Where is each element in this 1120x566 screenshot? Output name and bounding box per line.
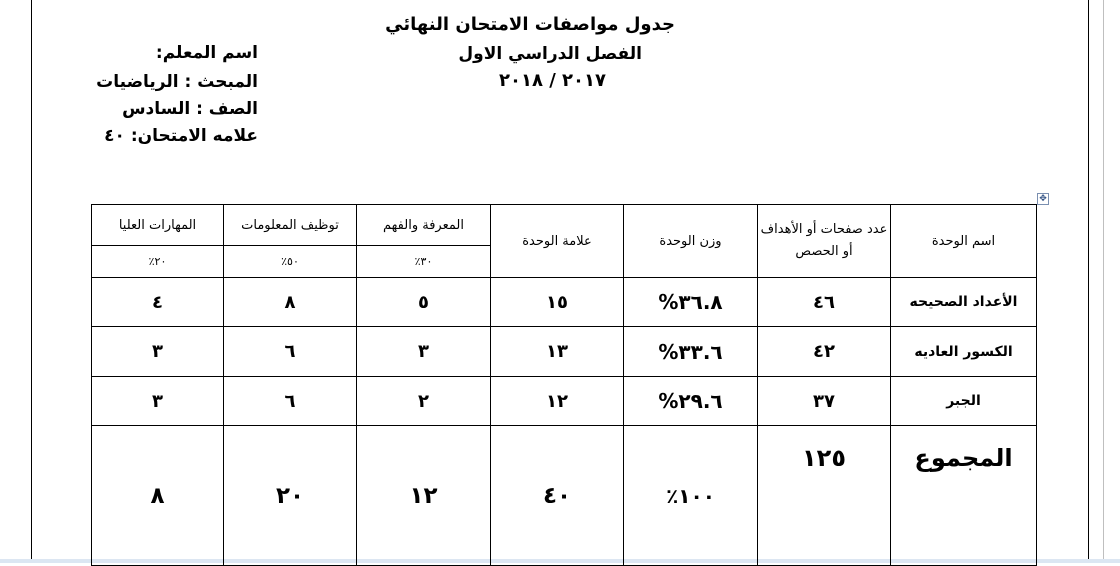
total-knowledge-cell: ١٢: [357, 426, 491, 566]
specification-table: [91, 204, 1037, 566]
header-application: توظيف المعلومات: [224, 205, 357, 246]
table-header-row: [92, 205, 1037, 246]
document-edge-line: [1103, 0, 1104, 563]
header-unit-weight: وزن الوحدة: [624, 205, 758, 278]
weight-cell: ٣٣.٦%: [624, 327, 758, 377]
unit-name-cell: الكسور العاديه: [891, 327, 1037, 377]
higher-cell: ٤: [92, 278, 224, 327]
semester-label: الفصل الدراسي الاول: [458, 44, 642, 64]
table-row: [92, 327, 1037, 377]
percent-application: ٥٠٪: [224, 246, 357, 278]
exam-mark-label: علامه الامتحان: ٤٠: [104, 126, 258, 146]
knowledge-cell: ٣: [357, 327, 491, 377]
knowledge-cell: ٥: [357, 278, 491, 327]
page-border-right: [1088, 0, 1089, 563]
teacher-name-label: اسم المعلم:: [155, 43, 258, 63]
page-border-left: [31, 0, 32, 563]
application-cell: ٨: [224, 278, 357, 327]
mark-cell: ١٢: [491, 377, 624, 426]
total-label-cell: المجموع: [891, 426, 1037, 566]
pages-cell: ٣٧: [758, 377, 891, 426]
subject-label: المبحث : الرياضيات: [96, 72, 258, 92]
total-mark-cell: ٤٠: [491, 426, 624, 566]
table-row: [92, 278, 1037, 327]
total-pages-cell: ١٢٥: [758, 426, 891, 566]
higher-cell: ٣: [92, 377, 224, 426]
weight-cell: ٢٩.٦%: [624, 377, 758, 426]
header-pages: عدد صفحات أو الأهداف أو الحصص: [758, 205, 891, 278]
school-year: ٢٠١٧ / ٢٠١٨: [498, 70, 606, 91]
higher-cell: ٣: [92, 327, 224, 377]
total-higher-cell: ٨: [92, 426, 224, 566]
weight-cell: ٣٦.٨%: [624, 278, 758, 327]
header-knowledge: المعرفة والفهم: [357, 205, 491, 246]
application-cell: ٦: [224, 327, 357, 377]
unit-name-cell: الأعداد الصحيحه: [891, 278, 1037, 327]
knowledge-cell: ٢: [357, 377, 491, 426]
table-total-row: [92, 426, 1037, 566]
total-weight-cell: ١٠٠٪: [624, 426, 758, 566]
grade-label: الصف : السادس: [122, 99, 258, 119]
unit-name-cell: الجبر: [891, 377, 1037, 426]
mark-cell: ١٥: [491, 278, 624, 327]
percent-knowledge: ٣٠٪: [357, 246, 491, 278]
table-row: [92, 377, 1037, 426]
percent-higher: ٢٠٪: [92, 246, 224, 278]
pages-cell: ٤٦: [758, 278, 891, 327]
total-application-cell: ٢٠: [224, 426, 357, 566]
header-unit-mark: علامة الوحدة: [491, 205, 624, 278]
header-unit-name: اسم الوحدة: [891, 205, 1037, 278]
mark-cell: ١٣: [491, 327, 624, 377]
application-cell: ٦: [224, 377, 357, 426]
header-higher-skills: المهارات العليا: [92, 205, 224, 246]
pages-cell: ٤٢: [758, 327, 891, 377]
document-title: جدول مواصفات الامتحان النهائي: [385, 14, 675, 35]
table-move-handle-icon[interactable]: ✥: [1037, 193, 1049, 205]
